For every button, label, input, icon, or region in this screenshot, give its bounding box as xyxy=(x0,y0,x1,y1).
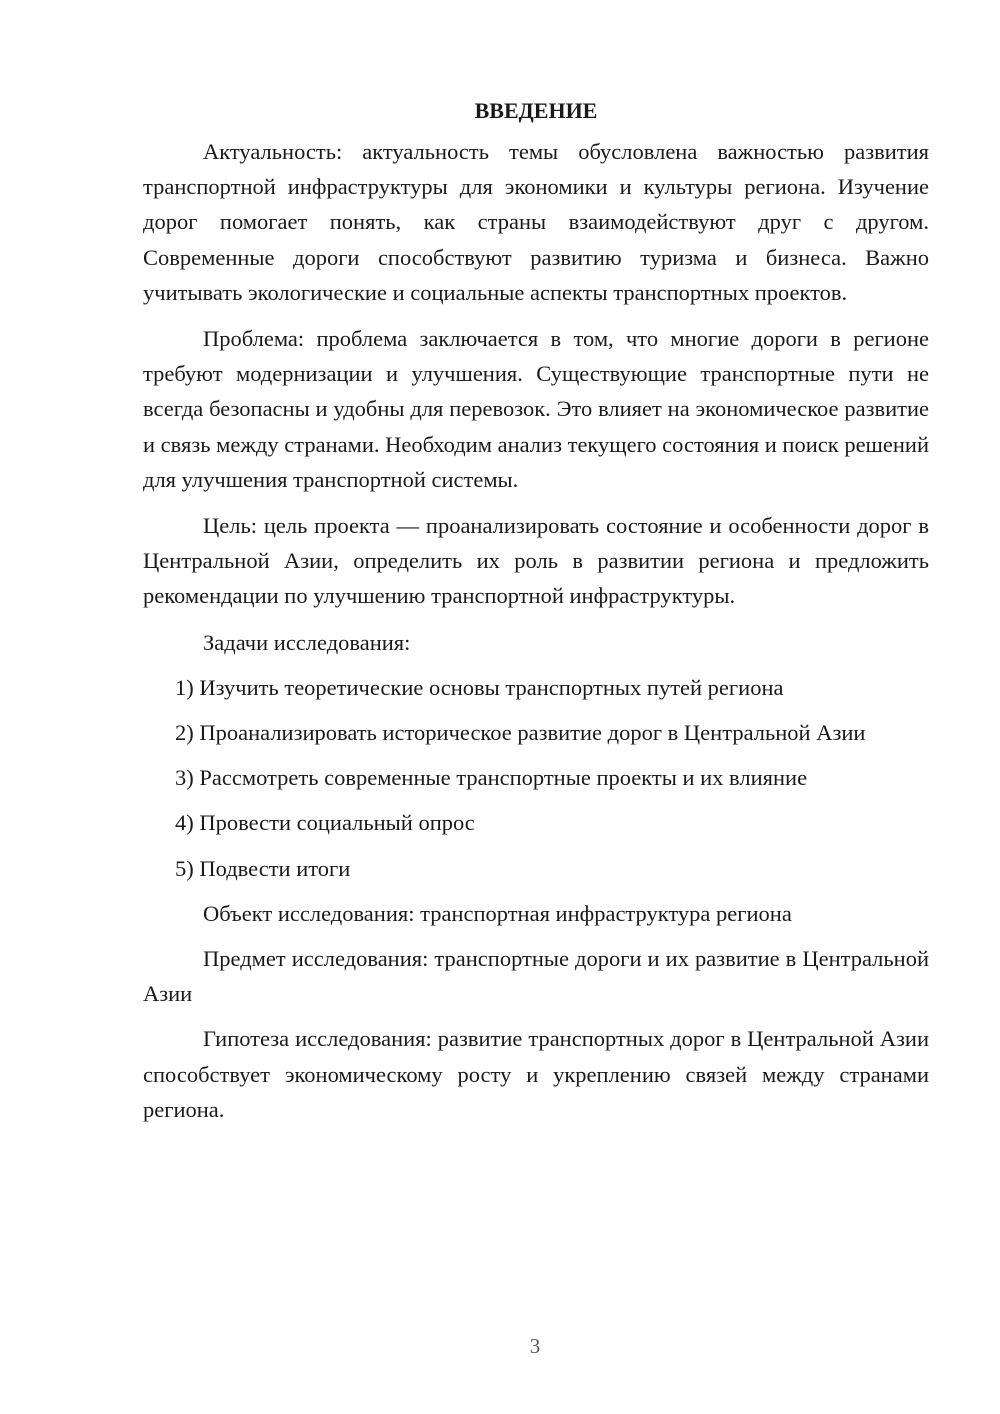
task-item-5: 5) Подвести итоги xyxy=(175,855,351,881)
paragraph-subject: Предмет исследования: транспортные дороги и их развитие в Центральной Азии xyxy=(143,946,929,1007)
paragraph-relevance: Актуальность: актуальность темы обусловлена важностью развития транспортной инфраструктуры для экономики и культуры региона. Изучение дорог помогает понять, как страны взаимодействуют друг с другом. Современные дороги способствуют развитию туризма и бизнеса. Важно учитывать экологические и социальные аспекты транспортных проектов. xyxy=(143,139,929,305)
task-item-2: 2) Проанализировать историческое развитие дорог в Центральной Азии xyxy=(175,720,866,746)
task-item-4: 4) Провести социальный опрос xyxy=(175,810,475,836)
page-content xyxy=(143,96,929,1138)
tasks-heading: Задачи исследования: xyxy=(203,629,411,655)
paragraph-goal: Цель: цель проекта — проанализировать состояние и особенности дорог в Центральной Азии, определить их роль в развитии региона и предложить рекомендации по улучшению транспортной инфраструктуры. xyxy=(143,513,929,609)
paragraph-problem: Проблема: проблема заключается в том, что многие дороги в регионе требуют модернизации и улучшения. Существующие транспортные пути не всегда безопасны и удобны для перевозок. Это влияет на экономическое развитие и связь между странами. Необходим анализ текущего состояния и поиск решений для улучшения транспортной системы. xyxy=(143,326,929,492)
paragraph-object: Объект исследования: транспортная инфраструктура региона xyxy=(203,900,792,926)
task-item-1: 1) Изучить теоретические основы транспортных путей региона xyxy=(175,674,784,700)
paragraph-hypothesis: Гипотеза исследования: развитие транспортных дорог в Центральной Азии способствует экономическому росту и укреплению связей между странами региона. xyxy=(143,1026,929,1122)
page-title: ВВЕДЕНИЕ xyxy=(474,98,598,123)
page-number: 3 xyxy=(529,1334,541,1358)
task-item-3: 3) Рассмотреть современные транспортные проекты и их влияние xyxy=(175,765,808,791)
